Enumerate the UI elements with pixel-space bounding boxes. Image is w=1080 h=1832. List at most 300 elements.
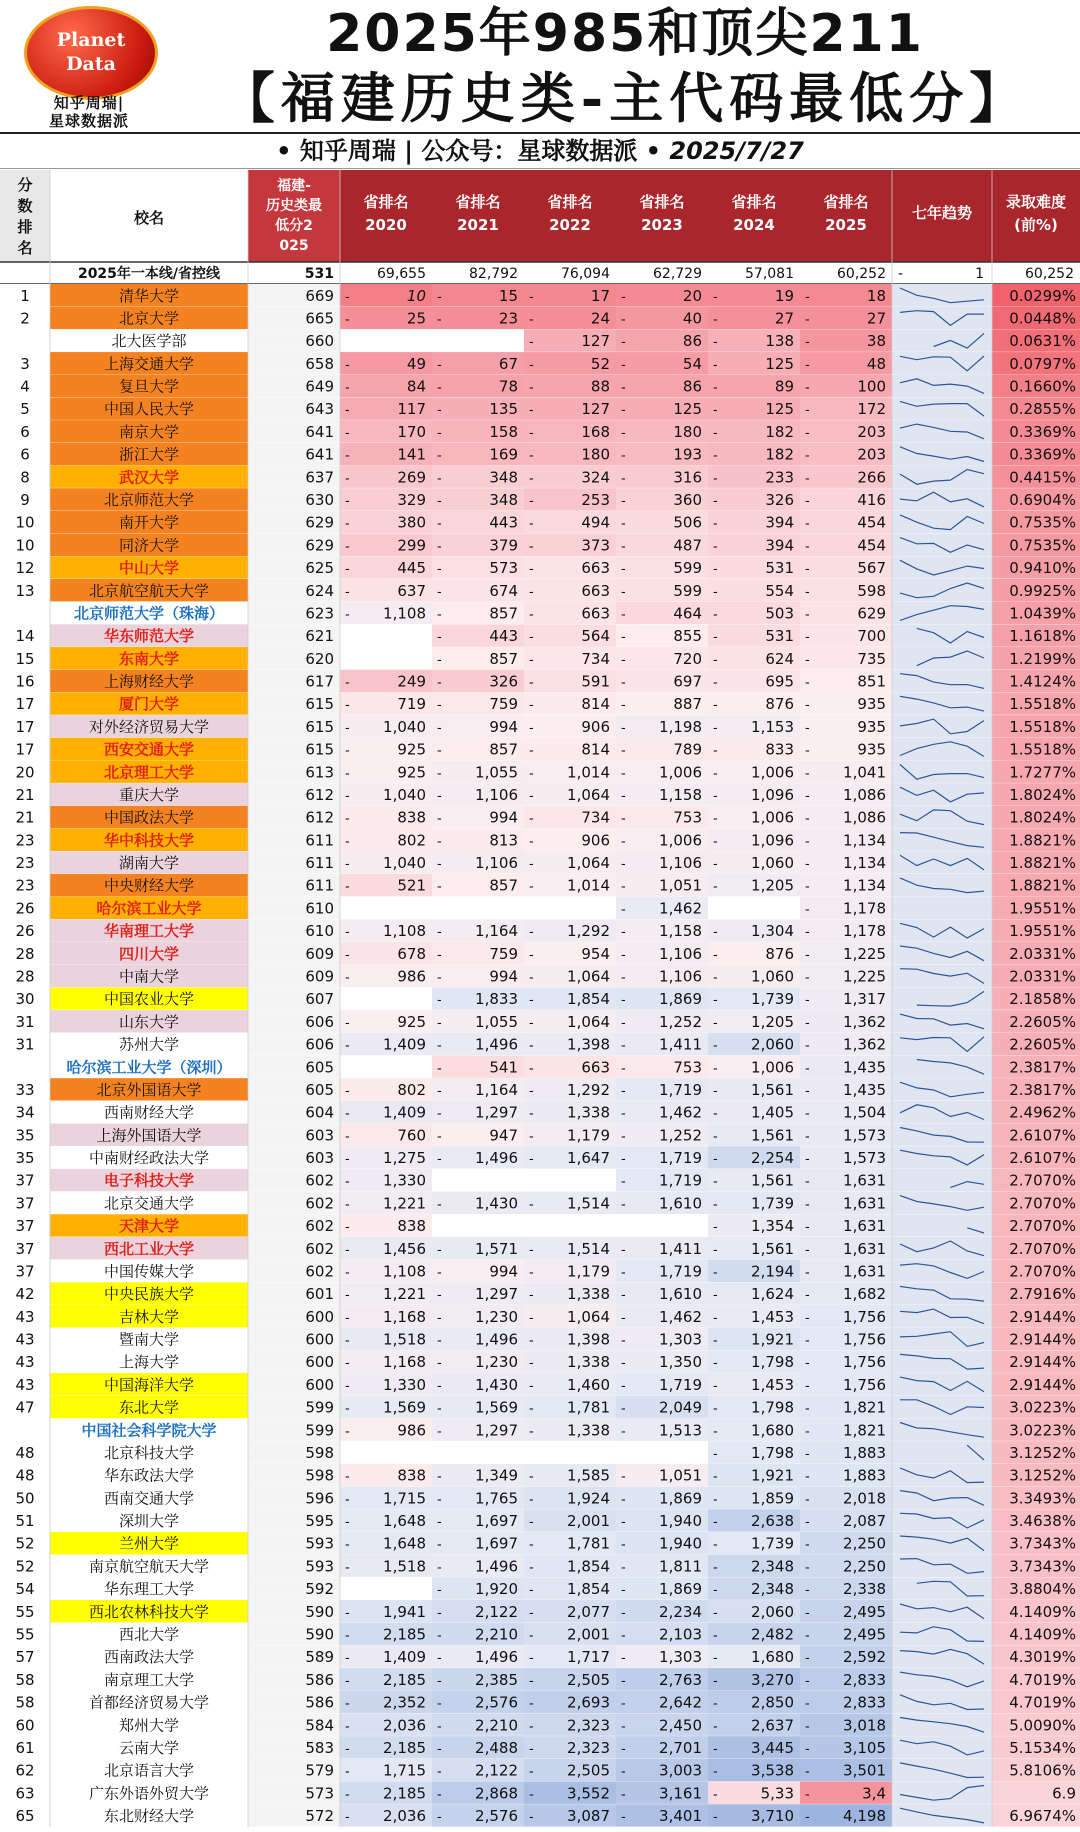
rank-cell-value: 203 (857, 422, 886, 441)
rank-cell-value: 1,569 (383, 1398, 426, 1417)
rank-cell-marker: - (437, 1333, 442, 1349)
rank-cell: 1 (20, 286, 30, 305)
rank-cell-marker: - (529, 1197, 534, 1213)
rank-cell-marker: - (805, 1764, 810, 1780)
rank-cell-marker: - (437, 607, 442, 623)
rank-cell-value: 1,496 (475, 1149, 518, 1168)
rank-cell-value: 1,697 (475, 1512, 518, 1531)
rank-cell-marker: - (621, 1787, 626, 1803)
rank-cell-value: 2,049 (659, 1398, 702, 1417)
difficulty-cell: 5.0090% (1009, 1716, 1076, 1735)
score-cell: 605 (305, 1080, 334, 1099)
rank-cell: 23 (15, 876, 35, 895)
rank-cell-marker: - (713, 1242, 718, 1258)
rank-cell-marker: - (345, 1741, 350, 1757)
rank-cell-value: 851 (857, 672, 886, 691)
rank-cell-value: 629 (857, 604, 886, 623)
rank-cell-marker: - (437, 357, 442, 373)
rank-cell-value: 1,496 (475, 1648, 518, 1667)
rank-cell-value: 54 (682, 354, 702, 373)
rank-cell-value: 1,854 (567, 990, 610, 1009)
school-name: 厦门大学 (118, 695, 180, 714)
school-name: 东北财经大学 (103, 1807, 195, 1826)
rank-cell-value: 1,086 (843, 785, 886, 804)
rank-cell-value: 2,323 (567, 1738, 610, 1757)
difficulty-cell: 3.0223% (1009, 1398, 1076, 1417)
rank-cell-value: 887 (673, 695, 702, 714)
rank-cell-marker: - (713, 1061, 718, 1077)
rank-cell-value: 1,561 (751, 1171, 794, 1190)
rank-cell-value: 2,036 (383, 1716, 426, 1735)
rank-cell-marker: - (621, 494, 626, 510)
rank-cell: 21 (15, 808, 35, 827)
rank-cell-marker: - (805, 788, 810, 804)
rank-cell-value: 1,854 (567, 1557, 610, 1576)
rank-cell-value: 1,462 (659, 1307, 702, 1326)
rank-cell-value: 1,821 (843, 1398, 886, 1417)
rank-cell-value: 760 (397, 1126, 426, 1145)
rank-cell-value: 78 (498, 377, 518, 396)
difficulty-cell: 0.9410% (1009, 559, 1076, 578)
rank-cell-value: 1,631 (843, 1171, 886, 1190)
rank-cell-marker: - (437, 1242, 442, 1258)
rank-cell-value: 1,496 (475, 1035, 518, 1054)
rank-cell-value: 1,624 (751, 1285, 794, 1304)
rank-cell-marker: - (713, 811, 718, 827)
rank-cell-marker: - (345, 1651, 350, 1667)
rank-cell-value: 813 (489, 831, 518, 850)
rank-cell-marker: - (621, 471, 626, 487)
rank-cell-marker: - (437, 494, 442, 510)
page-subtitle: 【福建历史类-主代码最低分】 (220, 66, 1030, 130)
rank-cell-marker: - (621, 1038, 626, 1054)
rank-cell-value: 1,680 (751, 1648, 794, 1667)
rank-year-header-label: 省排名 (547, 193, 593, 211)
score-cell: 658 (305, 354, 334, 373)
rank-cell-value: 1,719 (659, 1149, 702, 1168)
rank-cell-value: 1,006 (751, 808, 794, 827)
rank-cell-value: 2,348 (751, 1557, 794, 1576)
rank-cell-marker: - (713, 1560, 718, 1576)
rank-header-char: 名 (17, 239, 33, 257)
rank-cell-value: 1,350 (659, 1353, 702, 1372)
rank-cell: 28 (15, 967, 35, 986)
rank-cell-value: 1,648 (383, 1512, 426, 1531)
rank-cell-marker: - (621, 1061, 626, 1077)
score-cell: 602 (305, 1194, 334, 1213)
score-cell: 592 (305, 1580, 334, 1599)
rank-cell-marker: - (437, 1129, 442, 1145)
rank-cell: 15 (15, 649, 35, 668)
rank-cell-value: 2,385 (475, 1670, 518, 1689)
rank-cell-marker: - (529, 675, 534, 691)
rank-cell-marker: - (621, 1197, 626, 1213)
rank-cell-marker: - (713, 1696, 718, 1712)
rank-cell-value: 299 (397, 536, 426, 555)
rank-cell-value: 1,940 (659, 1534, 702, 1553)
rank-cell-value: 3,087 (567, 1807, 610, 1826)
school-name: 西北农林科技大学 (88, 1602, 210, 1621)
difficulty-cell: 0.3369% (1009, 445, 1076, 464)
rank-cell-marker: - (805, 1015, 810, 1031)
trend-cell-bg (892, 375, 992, 398)
trend-cell-bg (892, 624, 992, 647)
rank-cell-value: 814 (581, 695, 610, 714)
rank-cell-marker: - (713, 1129, 718, 1145)
rank-cell-marker: - (621, 425, 626, 441)
rank-cell-marker: - (345, 1469, 350, 1485)
rank-cell-value: 1,430 (475, 1375, 518, 1394)
rank-cell-marker: - (529, 788, 534, 804)
rank-cell-marker: - (437, 471, 442, 487)
rank-year-header-label: 省排名 (639, 193, 685, 211)
rank-cell-value: 1,362 (843, 1012, 886, 1031)
school-name: 上海交通大学 (103, 354, 195, 373)
baseline-rank: 62,729 (653, 266, 702, 282)
rank-cell-value: 697 (673, 672, 702, 691)
score-cell: 595 (305, 1512, 334, 1531)
rank-cell-value: 802 (397, 831, 426, 850)
rank-cell: 37 (15, 1171, 35, 1190)
rank-cell-bg (0, 1055, 50, 1078)
rank-cell-marker: - (805, 357, 810, 373)
difficulty-cell: 3.1252% (1009, 1443, 1076, 1462)
rank-cell-value: 86 (682, 377, 702, 396)
ranking-table (0, 170, 1080, 1832)
score-cell: 593 (305, 1534, 334, 1553)
rank-cell-marker: - (437, 630, 442, 646)
rank-cell-value: 1,739 (751, 990, 794, 1009)
rank-cell-value: 1,462 (659, 1103, 702, 1122)
rank-cell-marker: - (529, 1583, 534, 1599)
rank-cell-marker: - (621, 1469, 626, 1485)
rank-cell-marker: - (805, 425, 810, 441)
school-name: 云南大学 (118, 1738, 180, 1757)
difficulty-cell: 1.5518% (1009, 740, 1076, 759)
rank-cell-marker: - (621, 357, 626, 373)
rank-cell-marker: - (805, 1174, 810, 1190)
rank-cell-value: 125 (673, 400, 702, 419)
rank-cell-marker: - (437, 993, 442, 1009)
rank-cell-marker: - (805, 1265, 810, 1281)
score-cell: 624 (305, 581, 334, 600)
rank-cell-marker: - (805, 1628, 810, 1644)
rank-cell-value: 1,338 (567, 1103, 610, 1122)
rank-cell-value: 598 (857, 581, 886, 600)
rank-cell: 10 (15, 513, 35, 532)
rank-year-header-label: 省排名 (731, 193, 777, 211)
rank-cell-value: 1,631 (843, 1262, 886, 1281)
rank-cell-marker: - (529, 403, 534, 419)
trend-cell-bg (892, 1214, 992, 1237)
rank-cell-value: 326 (765, 491, 794, 510)
rank-cell-marker: - (805, 743, 810, 759)
rank-cell-marker: - (345, 1537, 350, 1553)
rank-cell-marker: - (345, 448, 350, 464)
trend-cell-bg (892, 1736, 992, 1759)
score-cell: 596 (305, 1489, 334, 1508)
rank-cell-value: 1,456 (383, 1239, 426, 1258)
rank-cell: 5 (20, 400, 30, 419)
rank-cell-value: 348 (489, 468, 518, 487)
rank-cell-value: 1,798 (751, 1398, 794, 1417)
rank-cell-value: 1,040 (383, 785, 426, 804)
rank-cell-marker: - (805, 1651, 810, 1667)
baseline-rank: 76,094 (561, 266, 610, 282)
rank-cell: 48 (15, 1466, 35, 1485)
difficulty-cell: 0.0299% (1009, 286, 1076, 305)
rank-cell-value: 1,453 (751, 1307, 794, 1326)
rank-cell-value: 135 (489, 400, 518, 419)
rank-cell-marker: - (529, 1083, 534, 1099)
rank-cell-marker: - (621, 720, 626, 736)
rank-cell-marker: - (805, 1061, 810, 1077)
rank-cell-marker: - (345, 516, 350, 532)
rank-cell-value: 1,006 (659, 763, 702, 782)
score-cell: 649 (305, 377, 334, 396)
score-cell: 598 (305, 1443, 334, 1462)
rank-cell-value: 2,850 (751, 1693, 794, 1712)
rank-cell-marker: - (713, 1265, 718, 1281)
rank-year-header-label: 省排名 (823, 193, 869, 211)
rank-cell: 31 (15, 1012, 35, 1031)
school-name: 华东政法大学 (103, 1466, 195, 1485)
rank-cell-value: 2,185 (383, 1738, 426, 1757)
rank-cell-value: 180 (581, 445, 610, 464)
rank-cell-value: 1,108 (383, 922, 426, 941)
rank-cell-value: 695 (765, 672, 794, 691)
rank-cell-marker: - (345, 1787, 350, 1803)
rank-cell-value: 2,323 (567, 1716, 610, 1735)
rank-cell-marker: - (713, 993, 718, 1009)
rank-cell-value: 1,106 (659, 854, 702, 873)
rank-cell-marker: - (345, 857, 350, 873)
school-name: 上海外国语大学 (96, 1126, 202, 1145)
rank-cell-marker: - (529, 1106, 534, 1122)
rank-cell-marker: - (437, 1152, 442, 1168)
rank-cell-value: 38 (866, 332, 886, 351)
rank-cell-value: 857 (489, 604, 518, 623)
rank-cell-value: 1,330 (383, 1171, 426, 1190)
rank-cell-value: 1,719 (659, 1262, 702, 1281)
rank-cell-value: 52 (590, 354, 610, 373)
school-name: 北京师范大学（珠海） (73, 604, 225, 623)
rank-cell-value: 838 (397, 1217, 426, 1236)
difficulty-cell: 0.2855% (1009, 400, 1076, 419)
rank-cell-marker: - (437, 1537, 442, 1553)
rank-cell-marker: - (437, 834, 442, 850)
rank-cell-value: 947 (489, 1126, 518, 1145)
rank-cell-marker: - (437, 1560, 442, 1576)
rank-cell-marker: - (621, 1129, 626, 1145)
rank-cell: 54 (15, 1580, 35, 1599)
rank-cell: 35 (15, 1126, 35, 1145)
rank-cell-marker: - (805, 562, 810, 578)
baseline-score: 531 (304, 266, 334, 282)
rank-cell-value: 1,430 (475, 1194, 518, 1213)
rank-cell-marker: - (621, 1401, 626, 1417)
rank-cell-value: 1,647 (567, 1149, 610, 1168)
trend-cell-bg (892, 443, 992, 466)
rank-cell-marker: - (805, 857, 810, 873)
difficulty-cell: 1.5518% (1009, 695, 1076, 714)
rank-cell-marker: - (621, 857, 626, 873)
rank-cell-marker: - (437, 448, 442, 464)
rank-cell-value: 1,041 (843, 763, 886, 782)
rank-cell-marker: - (713, 1424, 718, 1440)
rank-cell-marker: - (713, 494, 718, 510)
rank-cell-value: 1,354 (751, 1217, 794, 1236)
rank-cell-marker: - (621, 584, 626, 600)
rank-cell-value: 554 (765, 581, 794, 600)
rank-cell: 52 (15, 1557, 35, 1576)
rank-cell-value: 454 (857, 536, 886, 555)
rank-cell-value: 2,060 (751, 1035, 794, 1054)
trend-cell-bg (892, 284, 992, 307)
rank-cell-marker: - (621, 380, 626, 396)
school-name: 重庆大学 (118, 785, 180, 804)
school-name: 对外经济贸易大学 (88, 717, 210, 736)
rank-cell-value: 15 (498, 286, 518, 305)
rank-cell-marker: - (437, 1310, 442, 1326)
school-name: 武汉大学 (118, 468, 180, 487)
rank-cell-value: 838 (397, 808, 426, 827)
rank-cell-value: 719 (397, 695, 426, 714)
difficulty-cell: 3.0223% (1009, 1421, 1076, 1440)
rank-cell-marker: - (529, 1129, 534, 1145)
rank-cell-marker: - (713, 1719, 718, 1735)
rank-cell-marker: - (345, 947, 350, 963)
rank-cell-value: 1,164 (475, 1080, 518, 1099)
rank-cell-value: 1,756 (843, 1330, 886, 1349)
rank-cell-marker: - (713, 1152, 718, 1168)
rank-cell-value: 1,411 (659, 1035, 702, 1054)
score-cell: 586 (305, 1670, 334, 1689)
rank-cell-value: 49 (406, 354, 426, 373)
rank-cell: 17 (15, 740, 35, 759)
trend-cell-bg (892, 1668, 992, 1691)
rank-cell-value: 1,798 (751, 1443, 794, 1462)
trend-cell-bg (892, 1804, 992, 1827)
rank-cell-value: 1,040 (383, 717, 426, 736)
rank-cell-marker: - (437, 584, 442, 600)
score-cell: 603 (305, 1126, 334, 1145)
rank-year-header-year: 2023 (641, 216, 683, 234)
rank-cell-marker: - (621, 539, 626, 555)
baseline-trend-value: 1 (975, 266, 984, 282)
rank-cell-value: 2,250 (843, 1534, 886, 1553)
rank-cell-marker: - (437, 1061, 442, 1077)
trend-cell-bg (892, 1350, 992, 1373)
rank-cell-value: 1,715 (383, 1761, 426, 1780)
rank-cell-marker: - (529, 970, 534, 986)
trend-cell-bg (892, 1169, 992, 1192)
rank-cell-marker: - (437, 1810, 442, 1826)
difficulty-cell: 4.7019% (1009, 1693, 1076, 1712)
score-cell: 600 (305, 1330, 334, 1349)
rank-cell-value: 89 (774, 377, 794, 396)
school-name: 山东大学 (118, 1012, 180, 1031)
rank-cell-value: 380 (397, 513, 426, 532)
rank-cell-value: 1,631 (843, 1217, 886, 1236)
rank-cell-marker: - (713, 289, 718, 305)
score-cell: 602 (305, 1262, 334, 1281)
rank-cell-marker: - (437, 425, 442, 441)
rank-cell-value: 735 (857, 649, 886, 668)
score-cell: 611 (305, 854, 334, 873)
rank-cell-value: 2,576 (475, 1693, 518, 1712)
school-name: 同济大学 (118, 536, 180, 555)
rank-cell-value: 564 (581, 627, 610, 646)
rank-cell-marker: - (805, 1492, 810, 1508)
rank-cell-value: 1,106 (659, 944, 702, 963)
rank-cell-value: 1,514 (567, 1194, 610, 1213)
rank-cell-value: 1,435 (843, 1058, 886, 1077)
rank-cell-value: 1,496 (475, 1330, 518, 1349)
trend-cell-bg (892, 1577, 992, 1600)
rank-cell: 26 (15, 922, 35, 941)
rank-cell-value: 1,920 (475, 1580, 518, 1599)
rank-cell-marker: - (621, 879, 626, 895)
rank-cell-marker: - (713, 584, 718, 600)
rank-cell-marker: - (529, 993, 534, 1009)
baseline-difficulty: 60,252 (1025, 266, 1074, 282)
rank-cell-value: 253 (581, 491, 610, 510)
rank-cell-marker: - (713, 516, 718, 532)
rank-cell-value: 1,756 (843, 1375, 886, 1394)
rank-cell-value: 170 (397, 422, 426, 441)
rank-cell-marker: - (805, 1220, 810, 1236)
rank-cell-marker: - (805, 1378, 810, 1394)
rank-cell-marker: - (529, 289, 534, 305)
rank-cell-marker: - (805, 1356, 810, 1372)
rank-cell-marker: - (713, 925, 718, 941)
rank-cell: 23 (15, 831, 35, 850)
rank-cell-bg (432, 897, 524, 920)
rank-cell-marker: - (437, 312, 442, 328)
score-cell: 612 (305, 785, 334, 804)
rank-cell: 3 (20, 354, 30, 373)
rank-cell-value: 2,833 (843, 1693, 886, 1712)
school-header: 校名 (133, 209, 165, 227)
rank-cell: 20 (15, 763, 35, 782)
rank-cell: 13 (15, 581, 35, 600)
rank-cell-value: 573 (489, 559, 518, 578)
rank-cell-value: 348 (489, 491, 518, 510)
rank-cell-value: 3,270 (751, 1670, 794, 1689)
rank-cell-marker: - (805, 289, 810, 305)
rank-cell-value: 1,303 (659, 1648, 702, 1667)
school-name: 暨南大学 (118, 1330, 180, 1349)
rank-cell-marker: - (437, 947, 442, 963)
rank-cell-marker: - (345, 1038, 350, 1054)
rank-cell-marker: - (437, 1015, 442, 1031)
rank-cell-value: 1,064 (567, 1307, 610, 1326)
difficulty-cell: 2.1858% (1009, 990, 1076, 1009)
rank-cell-marker: - (805, 1787, 810, 1803)
rank-cell-value: 27 (866, 309, 886, 328)
score-cell: 617 (305, 672, 334, 691)
rank-cell-marker: - (529, 562, 534, 578)
rank-cell-marker: - (805, 675, 810, 691)
school-name: 中国人民大学 (103, 400, 195, 419)
difficulty-cell: 4.3019% (1009, 1648, 1076, 1667)
logo-text-line1: Planet (56, 29, 126, 51)
rank-cell-marker: - (621, 1628, 626, 1644)
rank-cell-marker: - (805, 471, 810, 487)
school-name: 中国传媒大学 (103, 1262, 195, 1281)
rank-cell-value: 2,338 (843, 1580, 886, 1599)
